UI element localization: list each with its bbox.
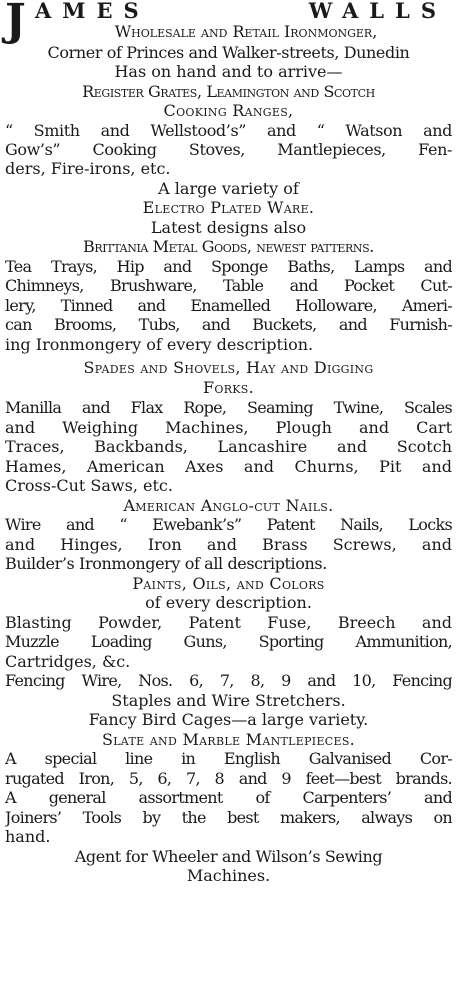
ad-line: A special line in English Galvanised Cor- [5,749,452,768]
ad-line: A general assortment of Carpenters’ and [5,788,452,807]
merchant-name: AMES WALLS [35,0,447,23]
section-heading: Cooking Ranges, [163,101,294,120]
ad-line: and Weighing Machines, Plough and Cart [5,418,452,437]
ad-line: Staples and Wire Stretchers. [111,691,346,710]
ad-line: “ Smith and Wellstood’s” and “ Watson and [5,121,452,140]
ad-line: Manilla and Flax Rope, Seaming Twine, Scales [5,398,452,417]
ad-line: Fancy Bird Cages—a large variety. [88,710,369,729]
ad-line: can Brooms, Tubs, and Buckets, and Furnish- [5,315,452,334]
section-heading: Paints, Oils, and Colors [132,574,325,593]
ad-line: Tea Trays, Hip and Sponge Baths, Lamps and [5,257,452,276]
ad-line: Fencing Wire, Nos. 6, 7, 8, 9 and 10, Fencing [5,671,452,690]
ad-line: Hames, American Axes and Churns, Pit and [5,457,452,476]
section-heading: Electro Plated Ware. [142,198,315,217]
section-heading: Slate and Marble Mantlepieces. [101,730,356,749]
ad-line: Wire and “ Ewebank’s” Patent Nails, Locks [5,515,452,534]
ad-line: lery, Tinned and Enamelled Holloware, Ameri- [5,296,452,315]
ad-line: of every description. [145,593,312,612]
ad-line: Joiners’ Tools by the best makers, always on [5,808,452,827]
section-heading: Register Grates, Leamington and Scotch [82,82,375,101]
ad-line: ders, Fire-irons, etc. [5,159,171,178]
ad-line: Agent for Wheeler and Wilson’s Sewing [74,847,383,866]
section-heading: Brittania Metal Goods, newest patterns. [83,237,374,256]
ad-line: Latest designs also [150,218,307,237]
ad-line: Gow’s” Cooking Stoves, Mantlepieces, Fen- [5,140,452,159]
ad-line: Builder’s Ironmongery of all descriptions. [5,554,327,573]
ad-line: Chimneys, Brushware, Table and Pocket Cut- [5,276,452,295]
advertisement-header [5,0,452,44]
ad-line: and Hinges, Iron and Brass Screws, and [5,535,452,554]
ad-line: ing Ironmongery of every description. [5,335,314,354]
ad-line: Cross-Cut Saws, etc. [5,476,173,495]
ad-line: Machines. [186,866,271,885]
ad-line: Cartridges, &c. [5,652,131,671]
ad-line: hand. [5,827,51,846]
ad-line: A large variety of [158,179,299,198]
ad-line: rugated Iron, 5, 6, 7, 8 and 9 feet—best brands. [5,769,452,788]
drop-cap-initial: J [5,0,26,46]
section-heading: American Anglo-cut Nails. [123,496,334,515]
ad-line: Traces, Backbands, Lancashire and Scotch [5,437,452,456]
merchant-trade: Wholesale and Retail Ironmonger, [114,22,378,41]
ad-line: Blasting Powder, Patent Fuse, Breech and [5,613,452,632]
section-heading: Forks. [202,378,255,397]
ad-line: Has on hand and to arrive— [114,62,343,81]
address-line: Corner of Princes and Walker-streets, Dunedin [47,43,410,62]
section-heading: Spades and Shovels, Hay and Digging [83,358,374,377]
ad-line: Muzzle Loading Guns, Sporting Ammunition, [5,632,452,651]
